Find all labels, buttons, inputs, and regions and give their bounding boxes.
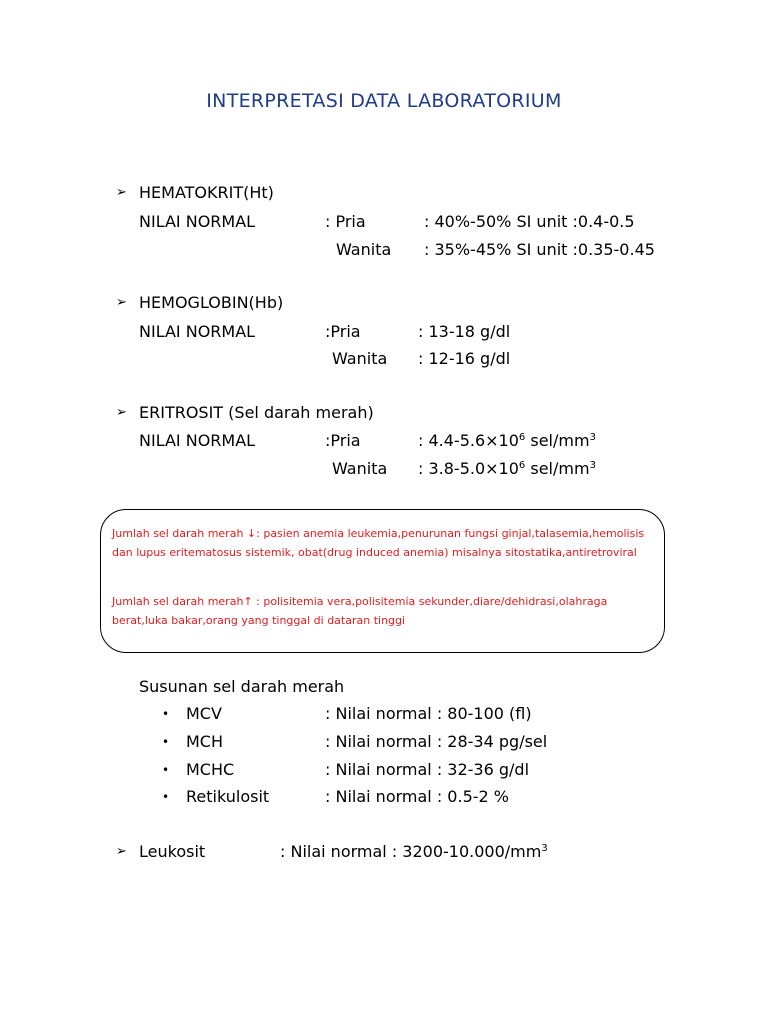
bullet-icon: • bbox=[162, 790, 170, 804]
arrow-bullet-icon: ➢ bbox=[116, 185, 127, 200]
hematokrit-pria-label: : Pria bbox=[325, 212, 366, 231]
arrow-bullet-icon: ➢ bbox=[116, 405, 127, 420]
note-increase-text: Jumlah sel darah merah↑ : polisitemia vera,polisitemia sekunder,diare/dehidrasi,olahraga berat,luka bakar,orang yang tinggal di dataran tinggi bbox=[112, 595, 608, 627]
leukosit-value: : Nilai normal : $3200-10.000/mm^3$ bbox=[280, 842, 548, 861]
hemoglobin-heading: HEMOGLOBIN(Hb) bbox=[139, 293, 284, 312]
hematokrit-pria-value: : 40%-50% SI unit :0.4-0.5 bbox=[424, 212, 635, 231]
susunan-heading: Susunan sel darah merah bbox=[139, 677, 345, 696]
mch-value: : Nilai normal : 28-34 pg/sel bbox=[325, 732, 548, 751]
arrow-bullet-icon: ➢ bbox=[116, 844, 127, 859]
eritrosit-pria-value: : $4.4-5.6\times 10^6$ sel/$mm^3$ bbox=[418, 431, 596, 450]
bullet-icon: • bbox=[162, 763, 170, 777]
mchc-value: : Nilai normal : 32-36 g/dl bbox=[325, 760, 530, 779]
arrow-bullet-icon: ➢ bbox=[116, 295, 127, 310]
hemoglobin-wanita-value: : 12-16 g/dl bbox=[418, 349, 511, 368]
hemoglobin-normal-label: NILAI NORMAL bbox=[139, 322, 256, 341]
eritrosit-normal-label: NILAI NORMAL bbox=[139, 431, 256, 450]
mcv-value: : Nilai normal : 80-100 (fl) bbox=[325, 704, 532, 723]
eritrosit-wanita-label: Wanita bbox=[332, 459, 388, 478]
retikulosit-value: : Nilai normal : 0.5-2 % bbox=[325, 787, 509, 806]
hemoglobin-pria-value: : 13-18 g/dl bbox=[418, 322, 511, 341]
hematokrit-wanita-value: : 35%-45% SI unit :0.35-0.45 bbox=[424, 240, 655, 259]
mchc-label: MCHC bbox=[186, 760, 235, 779]
leukosit-label: Leukosit bbox=[139, 842, 206, 861]
hemoglobin-pria-label: :Pria bbox=[325, 322, 361, 341]
mch-label: MCH bbox=[186, 732, 224, 751]
eritrosit-wanita-value: : $3.8-5.0\times 10^6$ sel/$mm^3$ bbox=[418, 459, 596, 478]
bullet-icon: • bbox=[162, 735, 170, 749]
eritrosit-heading: ERITROSIT (Sel darah merah) bbox=[139, 403, 374, 422]
note-decrease-text: Jumlah sel darah merah ↓: pasien anemia leukemia,penurunan fungsi ginjal,talasemia,hemolisis dan lupus eritematosus sistemik, obat(drug induced anemia) misalnya sitostatika,antiretroviral bbox=[112, 527, 645, 559]
hemoglobin-wanita-label: Wanita bbox=[332, 349, 388, 368]
hematokrit-heading: HEMATOKRIT(Ht) bbox=[139, 183, 274, 202]
hematokrit-normal-label: NILAI NORMAL bbox=[139, 212, 256, 231]
eritrosit-pria-label: :Pria bbox=[325, 431, 361, 450]
mcv-label: MCV bbox=[186, 704, 222, 723]
page-title: INTERPRETASI DATA LABORATORIUM bbox=[206, 90, 562, 112]
retikulosit-label: Retikulosit bbox=[186, 787, 270, 806]
bullet-icon: • bbox=[162, 707, 170, 721]
hematokrit-wanita-label: Wanita bbox=[336, 240, 392, 259]
